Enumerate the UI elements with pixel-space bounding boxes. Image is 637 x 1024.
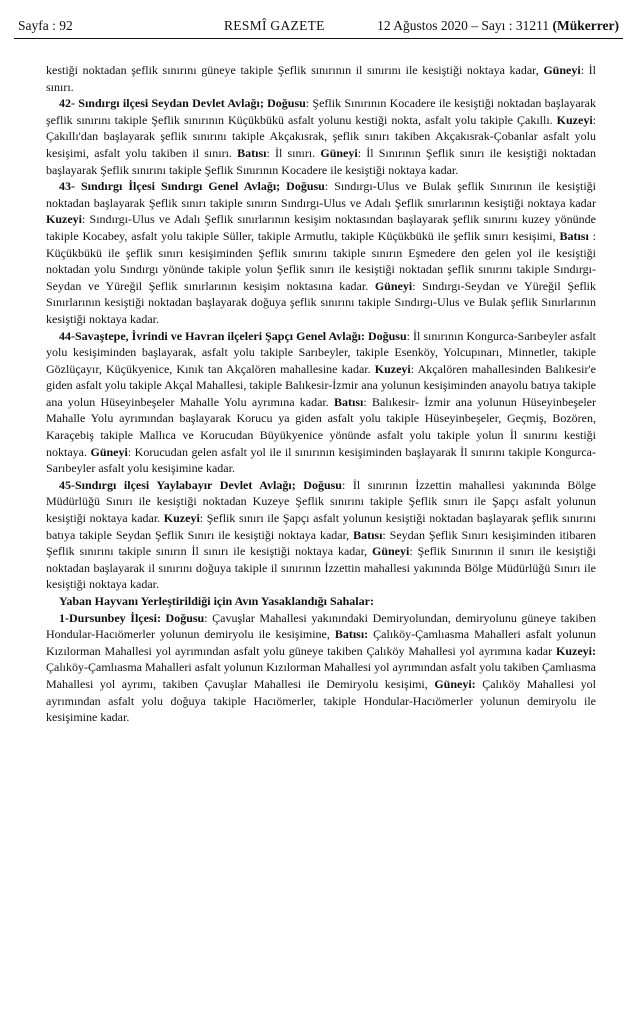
- section-heading: [46, 593, 596, 610]
- bold-run: Kuzeyi:: [556, 643, 596, 658]
- header-rule: [14, 38, 623, 39]
- bold-run: Kuzeyi: [374, 361, 411, 376]
- text-run: : Sındırgı-Seydan ve Yüreğil Şeflik Sınırlarının kesiştiği noktadan başlayarak doğuya şeflik sınırını takiple Sındırgı-Ulus ve Bulak şeflik Sınırlarının kesiştiği noktaya kadar.: [46, 278, 596, 326]
- text-run: : Şeflik Sınırının Kocadere ile kesiştiği noktadan başlayarak şeflik sınırını takiple Şeflik sınırının Küçükbükü asfalt yolunu kestiği nokta, asfalt yolu takiple Çakıllı.: [46, 96, 596, 127]
- text-run: : Şeflik sınırı ile Şapçı asfalt yolunun kesiştiği noktadan başlayarak şeflik sınırını batıya takiple Seydan Şeflik Sınırı ile kesiştiği noktaya kadar,: [46, 511, 596, 542]
- text-run: Çalıköy-Çamlıasma Mahalleri asfalt yolunun Kızılorman Mahallesi yol ayrımından asfalt yolu takiben Çamlıasma Mahallesi yol ayrımı, takiben Çavuşlar Mahallesi ile Demiryolu kesişimi,: [46, 660, 596, 691]
- paragraph-44: [46, 328, 596, 477]
- bold-run: Batısı: [559, 228, 589, 243]
- bold-run: Güneyi: [374, 278, 413, 293]
- issue-date-number: 12 Ağustos 2020 – Sayı : 31211: [377, 18, 553, 33]
- issue-mukerrer: (Mükerrer): [552, 18, 619, 33]
- text-run: : Balıkesir- İzmir ana yolunun Hüseyinbeşeler Mahalle Yolu ayrımından başlayarak Korucu ya giden asfalt yolu takiple Hüseyinbeşeler, Geçmiş, Bozören, Karaçebiş takiple Mallıca ve Korucudan Büyükyenice yönünde asfalt yolu takiple yolun İl sınırını kestiği noktaya.: [46, 394, 596, 459]
- bold-run: 43- Sındırgı İlçesi Sındırgı Genel Avlağı; Doğusu: [59, 179, 325, 194]
- paragraph-45: [46, 477, 596, 593]
- text-run: : İl Sınırının Şeflik sınırı ile kesiştiği noktadan başlayarak Şeflik sınırını takiple Şeflik Sınırının Kocadere ile kesiştiği noktaya kadar.: [46, 145, 596, 177]
- text-run: : Küçükbükü ile şeflik sınırı kesişiminden Şeflik sınırını takiple sınırın Eşmedere den gelen yol ile kesiştiği noktadan yolu Sındırgı yönünde takiple yolun Şeflik sınırı ile kesiştiği noktadan şeflik sınırını takiple Sındırgı-Seydan ve Yüreğil Şeflik sınırlarının kesişim noktasına kadar.: [46, 228, 596, 293]
- text-run: : Çavuşlar Mahallesi yakınındaki Demiryolundan, demiryolunu güneye takiben Hondular-Hacıömerler yolunun demiryolu ile kesişimine,: [46, 610, 596, 642]
- text-run: : Sındırgı-Ulus ve Adalı Şeflik sınırlarının kesişim noktasından başlayarak şeflik sınırını kuzey yönünde takiple Kocabey, asfalt yolu takiple Süller, takiple Armutlu, takiple Küçükbükü ile şeflik sınırı kesişimi,: [46, 212, 596, 243]
- issue-info: [377, 18, 619, 34]
- bold-run: Batısı: [353, 527, 383, 542]
- bold-run: Batısı: [237, 145, 267, 160]
- bold-run: Kuzeyi: [46, 212, 82, 227]
- bold-run: Güneyi: [372, 544, 410, 559]
- document-body: [46, 62, 596, 726]
- page-header: [14, 14, 623, 36]
- bold-run: Güneyi: [90, 444, 128, 459]
- bold-run: Güneyi: [543, 63, 581, 77]
- paragraph-continuation: [46, 62, 596, 95]
- paragraph-42: [46, 95, 596, 178]
- text-run: Çalıköy Mahallesi yol ayrımından asfalt yolu doğuya takiple Hacıömerler, takiple Hondular-Hacıömerler yolunun demiryolu ile kesişimine kadar.: [46, 676, 596, 725]
- text-run: : İl sınırı.: [266, 145, 321, 160]
- paragraph-1: [46, 610, 596, 726]
- bold-run: 1-Dursunbey İlçesi: Doğusu: [59, 610, 205, 625]
- section-title: Yaban Hayvanı Yerleştirildiği için Avın Yasaklandığı Sahalar:: [59, 594, 374, 608]
- text-run: : Çakıllı'dan başlayarak şeflik sınırını takiple Akçakısrak, şeflik sınırı takiben Akçakısrak-Çobanlar asfalt yolu kesişimi, asfalt yolu takiben il sınırı.: [46, 112, 596, 160]
- bold-run: Kuzeyi: [556, 112, 593, 127]
- bold-run: Güneyi:: [434, 676, 476, 691]
- text-run: : Seydan Şeflik Sınırı kesişiminden itibaren Şeflik sınırını takiple sınırın İl sınırı ile kesiştiği noktaya kadar,: [46, 527, 596, 559]
- text-run: : Şeflik Sınırının il sınırı ile kesiştiği noktadan başlayarak il sınırını doğuya takiple il sınırının İzzettin mahallesi yakınında Bölge Müdürlüğü Sınırı ile kesiştiği noktaya kadar.: [46, 544, 596, 592]
- text-run: : Korucudan gelen asfalt yol ile il sınırının kesişiminden başlayarak İl sınırını takiple Kongurca- Sarıbeyler asfalt yolu kesişimine kadar.: [46, 444, 596, 476]
- gazette-title: RESMÎ GAZETE: [224, 18, 325, 33]
- bold-run: 45-Sındırgı ilçesi Yaylabayır Devlet Avlağı; Doğusu: [59, 477, 342, 492]
- paragraph-43: [46, 178, 596, 327]
- bold-run: Batısı: [334, 394, 364, 409]
- text-run: : İl sınırının Kongurca-Sarıbeyler asfalt yolu kesişiminden başlayarak, asfalt yolu takiple Sarıbeyler, takiple Esenköy, Yolcupınarı, Minnetler, takiple Gözlüçayır, Küçükyenice, Kınık tan Akçalören mahallesine kadar.: [46, 328, 596, 376]
- text-run: : Akçalören mahallesinden Balıkesir'e giden asfalt yolu takiple Akçal Mahallesi, takiple Balıkesir-İzmir ana yolunun kesişiminden anayolu batıya takiple ana yolun Hüseyinbeşeler Mahalle Yolu ayrımına kadar.: [46, 361, 596, 409]
- text-run: Çalıköy-Çamlıasma Mahalleri asfalt yolunun Kızılorman Mahallesi yol ayrımından asfalt yolu güneye takiben Çalıköy Mahallesi yol ayrımına kadar: [46, 627, 596, 658]
- bold-run: 44-Savaştepe, İvrindi ve Havran ilçeleri Şapçı Genel Avlağı: Doğusu: [59, 328, 407, 343]
- page-number: Sayfa : 92: [18, 18, 73, 33]
- text-run: : İl sınırının İzzettin mahallesi yakınında Bölge Müdürlüğü Sınırı ile kesiştiği noktadan Kuzeye Şeflik sınırını takiple Şeflik sınırı ile Şapçı asfalt yolunun kesiştiği noktaya kadar.: [46, 477, 596, 526]
- bold-run: Güneyi: [320, 145, 358, 160]
- text-run: : Sındırgı-Ulus ve Bulak şeflik Sınırının ile kesiştiği noktadan başlayarak Şeflik sınırı takiple sınırın Sındırgı-Ulus ve Adalı Şeflik sınırlarının kesiştiği noktaya kadar: [46, 179, 597, 210]
- text-run: : İl sınırı.: [46, 63, 596, 94]
- bold-run: 42- Sındırgı ilçesi Seydan Devlet Avlağı; Doğusu: [59, 96, 306, 111]
- bold-run: Batısı:: [334, 627, 369, 642]
- text-run: kestiği noktadan şeflik sınırını güneye takiple Şeflik sınırının il sınırını ile kesiştiği noktaya kadar,: [46, 63, 544, 77]
- bold-run: Kuzeyi: [163, 511, 200, 526]
